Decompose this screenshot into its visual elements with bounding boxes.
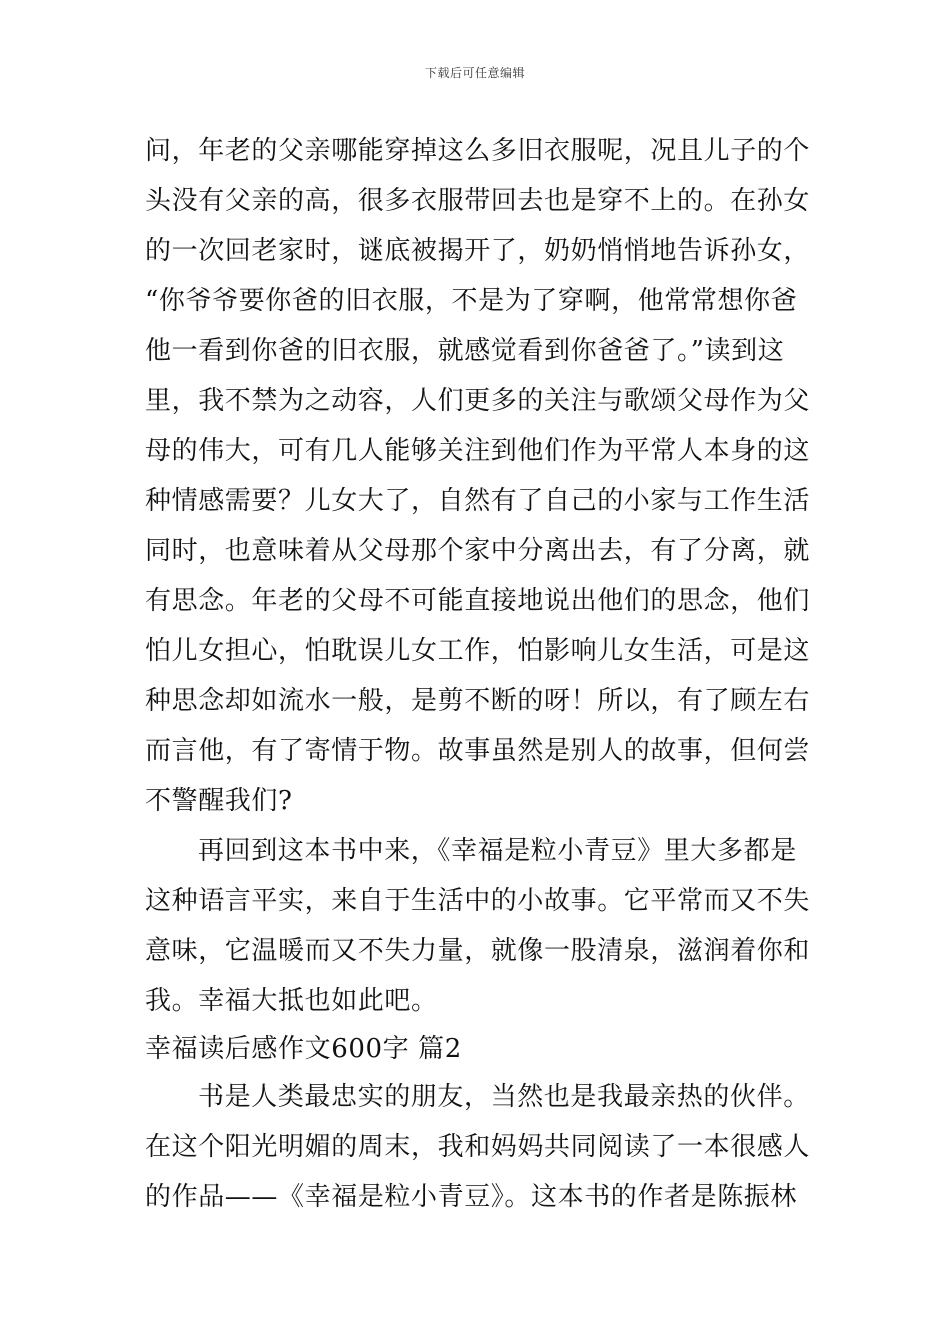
paragraph-line: 里，我不禁为之动容，人们更多的关注与歌颂父母作为父	[145, 386, 811, 416]
paragraph-line: “你爷爷要你爸的旧衣服，不是为了穿啊，他常常想你爸	[145, 286, 798, 316]
paragraph-line: 而言他，有了寄情于物。故事虽然是别人的故事，但何尝	[145, 736, 811, 766]
paragraph-line: 问，年老的父亲哪能穿掉这么多旧衣服呢，况且儿子的个	[145, 136, 811, 166]
paragraph-line: 种情感需要？儿女大了，自然有了自己的小家与工作生活	[145, 486, 811, 516]
paragraph-line: 头没有父亲的高，很多衣服带回去也是穿不上的。在孙女	[145, 186, 811, 216]
paragraph-line: 有思念。年老的父母不可能直接地说出他们的思念，他们	[145, 586, 811, 616]
paragraph-line: 怕儿女担心，怕耽误儿女工作，怕影响儿女生活，可是这	[145, 636, 811, 666]
paragraph-line: 种思念却如流水一般，是剪不断的呀！所以，有了顾左右	[145, 686, 811, 716]
paragraph-line: 再回到这本书中来，《幸福是粒小青豆》里大多都是	[198, 836, 797, 866]
paragraph-line: 不警醒我们?	[145, 786, 293, 816]
page-header: 下载后可任意编辑	[424, 66, 525, 80]
paragraph-line: 他一看到你爸的旧衣服，就感觉看到你爸爸了。”读到这	[145, 336, 785, 366]
section-heading: 幸福读后感作文600字 篇2	[145, 1034, 462, 1064]
paragraph-line: 在这个阳光明媚的周末，我和妈妈共同阅读了一本很感人	[145, 1132, 811, 1162]
paragraph-line: 意味，它温暖而又不失力量，就像一股清泉，滋润着你和	[145, 936, 811, 966]
paragraph-line: 书是人类最忠实的朋友，当然也是我最亲热的伙伴。	[198, 1082, 810, 1112]
paragraph-line: 我。幸福大抵也如此吧。	[145, 986, 438, 1016]
paragraph-line: 的作品——《幸福是粒小青豆》。这本书的作者是陈振林	[145, 1182, 798, 1212]
paragraph-line: 母的伟大，可有几人能够关注到他们作为平常人本身的这	[145, 436, 811, 466]
paragraph-line: 的一次回老家时，谜底被揭开了，奶奶悄悄地告诉孙女，	[145, 236, 811, 266]
paragraph-line: 这种语言平实，来自于生活中的小故事。它平常而又不失	[145, 886, 811, 916]
paragraph-line: 同时，也意味着从父母那个家中分离出去，有了分离，就	[145, 536, 811, 566]
